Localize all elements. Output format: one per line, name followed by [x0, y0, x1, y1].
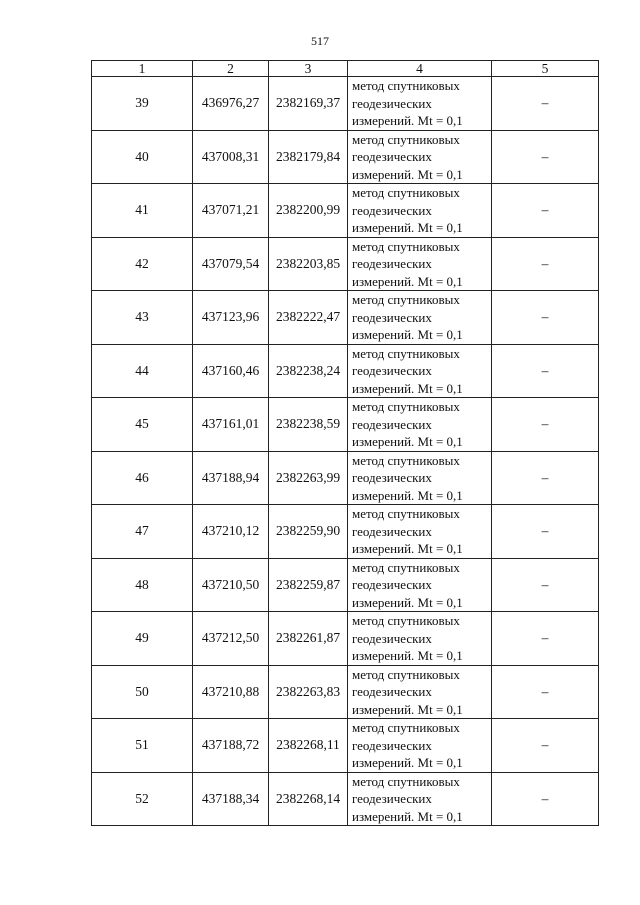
method-cell: метод спутниковых геодезических измерений. Mt = 0,1 — [348, 505, 492, 559]
note-cell: – — [492, 184, 599, 238]
method-cell: метод спутниковых геодезических измерений. Mt = 0,1 — [348, 237, 492, 291]
coordinate-x-cell: 437210,50 — [193, 558, 269, 612]
point-number-cell: 40 — [92, 130, 193, 184]
coordinate-x-cell: 436976,27 — [193, 77, 269, 131]
method-cell: метод спутниковых геодезических измерений. Mt = 0,1 — [348, 398, 492, 452]
note-cell: – — [492, 398, 599, 452]
method-cell: метод спутниковых геодезических измерений. Mt = 0,1 — [348, 665, 492, 719]
coordinate-x-cell: 437123,96 — [193, 291, 269, 345]
method-cell: метод спутниковых геодезических измерений. Mt = 0,1 — [348, 719, 492, 773]
table-row — [92, 558, 599, 612]
point-number-cell: 45 — [92, 398, 193, 452]
table-row — [92, 719, 599, 773]
method-cell: метод спутниковых геодезических измерений. Mt = 0,1 — [348, 291, 492, 345]
table-row — [92, 612, 599, 666]
coordinates-table — [91, 60, 599, 826]
coordinate-y-cell: 2382263,83 — [269, 665, 348, 719]
page-number: 517 — [311, 34, 329, 48]
note-cell: – — [492, 77, 599, 131]
table-row — [92, 291, 599, 345]
point-number-cell: 41 — [92, 184, 193, 238]
coordinate-y-cell: 2382238,59 — [269, 398, 348, 452]
method-cell: метод спутниковых геодезических измерений. Mt = 0,1 — [348, 77, 492, 131]
table-row — [92, 398, 599, 452]
point-number-cell: 49 — [92, 612, 193, 666]
coordinate-y-cell: 2382263,99 — [269, 451, 348, 505]
note-cell: – — [492, 772, 599, 826]
table-row — [92, 665, 599, 719]
table-row — [92, 772, 599, 826]
coordinate-y-cell: 2382259,90 — [269, 505, 348, 559]
coordinate-y-cell: 2382179,84 — [269, 130, 348, 184]
point-number-cell: 42 — [92, 237, 193, 291]
coordinate-x-cell: 437210,12 — [193, 505, 269, 559]
coordinate-x-cell: 437071,21 — [193, 184, 269, 238]
table-row — [92, 130, 599, 184]
point-number-cell: 52 — [92, 772, 193, 826]
point-number-cell: 39 — [92, 77, 193, 131]
coordinate-x-cell: 437161,01 — [193, 398, 269, 452]
note-cell: – — [492, 237, 599, 291]
note-cell: – — [492, 558, 599, 612]
note-cell: – — [492, 344, 599, 398]
table-row — [92, 77, 599, 131]
note-cell: – — [492, 130, 599, 184]
coordinate-x-cell: 437210,88 — [193, 665, 269, 719]
method-cell: метод спутниковых геодезических измерений. Mt = 0,1 — [348, 184, 492, 238]
method-cell: метод спутниковых геодезических измерений. Mt = 0,1 — [348, 130, 492, 184]
table-row — [92, 184, 599, 238]
point-number-cell: 48 — [92, 558, 193, 612]
coordinate-y-cell: 2382203,85 — [269, 237, 348, 291]
point-number-cell: 50 — [92, 665, 193, 719]
point-number-cell: 43 — [92, 291, 193, 345]
coordinate-x-cell: 437188,34 — [193, 772, 269, 826]
column-header-1: 1 — [92, 61, 193, 77]
coordinate-x-cell: 437188,72 — [193, 719, 269, 773]
coordinate-y-cell: 2382169,37 — [269, 77, 348, 131]
table-row — [92, 505, 599, 559]
table-row — [92, 344, 599, 398]
note-cell: – — [492, 665, 599, 719]
note-cell: – — [492, 505, 599, 559]
point-number-cell: 44 — [92, 344, 193, 398]
column-header-5: 5 — [492, 61, 599, 77]
table-row — [92, 237, 599, 291]
method-cell: метод спутниковых геодезических измерений. Mt = 0,1 — [348, 451, 492, 505]
coordinate-y-cell: 2382261,87 — [269, 612, 348, 666]
note-cell: – — [492, 291, 599, 345]
method-cell: метод спутниковых геодезических измерений. Mt = 0,1 — [348, 612, 492, 666]
point-number-cell: 46 — [92, 451, 193, 505]
method-cell: метод спутниковых геодезических измерений. Mt = 0,1 — [348, 344, 492, 398]
note-cell: – — [492, 719, 599, 773]
method-cell: метод спутниковых геодезических измерений. Mt = 0,1 — [348, 558, 492, 612]
note-cell: – — [492, 451, 599, 505]
table-body — [92, 77, 599, 826]
point-number-cell: 51 — [92, 719, 193, 773]
coordinate-x-cell: 437212,50 — [193, 612, 269, 666]
coordinate-x-cell: 437188,94 — [193, 451, 269, 505]
coordinate-y-cell: 2382200,99 — [269, 184, 348, 238]
column-header-3: 3 — [269, 61, 348, 77]
coordinate-y-cell: 2382268,14 — [269, 772, 348, 826]
column-header-2: 2 — [193, 61, 269, 77]
coordinate-x-cell: 437008,31 — [193, 130, 269, 184]
coordinate-y-cell: 2382259,87 — [269, 558, 348, 612]
note-cell: – — [492, 612, 599, 666]
point-number-cell: 47 — [92, 505, 193, 559]
column-header-4: 4 — [348, 61, 492, 77]
table-header-row — [92, 61, 599, 77]
table-row — [92, 451, 599, 505]
coordinate-y-cell: 2382238,24 — [269, 344, 348, 398]
method-cell: метод спутниковых геодезических измерений. Mt = 0,1 — [348, 772, 492, 826]
coordinate-y-cell: 2382268,11 — [269, 719, 348, 773]
coordinate-x-cell: 437079,54 — [193, 237, 269, 291]
coordinate-y-cell: 2382222,47 — [269, 291, 348, 345]
coordinate-x-cell: 437160,46 — [193, 344, 269, 398]
